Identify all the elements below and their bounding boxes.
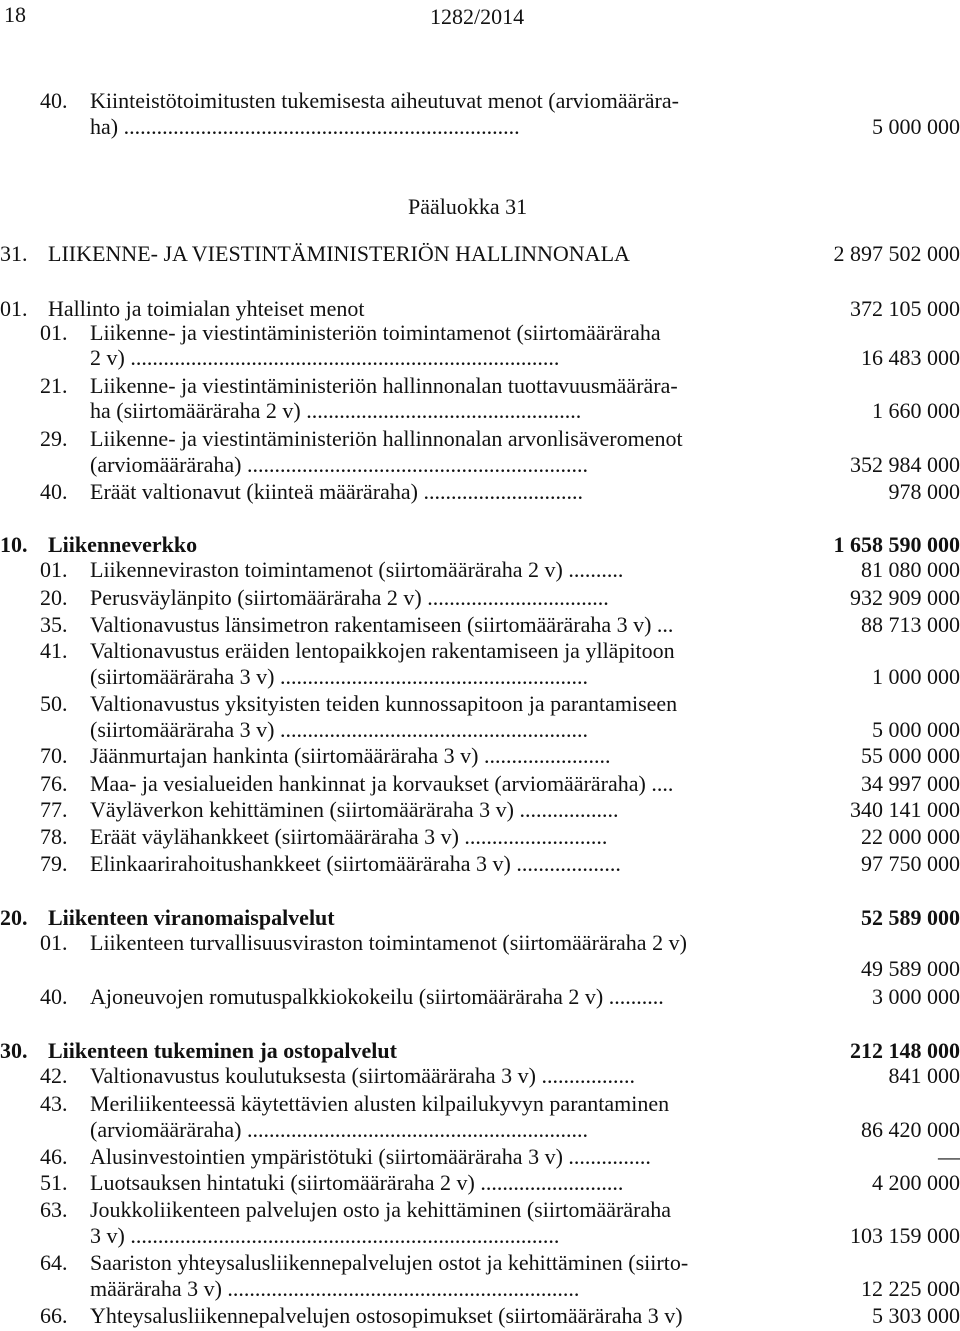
item-text-line1: Joukkoliikenteen palvelujen osto ja kehittäminen (siirtomääräraha <box>90 1197 671 1222</box>
item-text-line2: 2 v) .............................................................................. <box>90 345 560 370</box>
item-text-line1: Liikenne- ja viestintäministeriön hallinnonalan arvonlisäveromenot <box>90 426 683 451</box>
section-number: 01. <box>0 296 28 321</box>
section-amount: 52 589 000 <box>861 905 960 930</box>
item-amount: 49 589 000 <box>861 956 960 981</box>
item-text-line1: Jäänmurtajan hankinta (siirtomääräraha 3 v) ....................... <box>90 743 611 768</box>
item-amount: 5 000 000 <box>872 114 960 139</box>
item-text-line1: Liikenne- ja viestintäministeriön toimintamenot (siirtomääräraha <box>90 320 661 345</box>
item-number: 76. <box>40 771 68 796</box>
item-number: 41. <box>40 638 68 663</box>
main-class-number: 31. <box>0 241 28 266</box>
item-number: 01. <box>40 320 68 345</box>
item-text-line1: Liikenneviraston toimintamenot (siirtomääräraha 2 v) .......... <box>90 557 624 582</box>
item-amount: 103 159 000 <box>850 1223 960 1248</box>
main-class-label: LIIKENNE- JA VIESTINTÄMINISTERIÖN HALLINNONALA <box>48 241 630 266</box>
section-label: Liikenteen viranomaispalvelut <box>48 905 335 930</box>
item-amount: 978 000 <box>888 479 960 504</box>
item-text-line2: ha) ........................................................................ <box>90 114 520 139</box>
section-number: 10. <box>0 532 28 557</box>
item-text-line1: Eräät valtionavut (kiinteä määräraha) ............................. <box>90 479 583 504</box>
section-label: Liikenneverkko <box>48 532 198 557</box>
main-class-title: Pääluokka 31 <box>408 194 528 219</box>
item-text-line1: Valtionavustus yksityisten teiden kunnossapitoon ja parantamiseen <box>90 691 678 716</box>
item-amount: 4 200 000 <box>872 1170 960 1195</box>
item-number: 20. <box>40 585 68 610</box>
section-amount: 1 658 590 000 <box>833 532 960 557</box>
item-number: 50. <box>40 691 68 716</box>
item-text-line1: Maa- ja vesialueiden hankinnat ja korvaukset (arviomääräraha) .... <box>90 771 674 796</box>
item-number: 40. <box>40 984 68 1009</box>
section-label: Hallinto ja toimialan yhteiset menot <box>48 296 365 321</box>
section-amount: 372 105 000 <box>850 296 960 321</box>
item-text-line2: ha (siirtomääräraha 2 v) .................................................. <box>90 398 582 423</box>
item-amount: 22 000 000 <box>861 824 960 849</box>
item-number: 01. <box>40 557 68 582</box>
item-number: 64. <box>40 1250 68 1275</box>
item-text-line1: Valtionavustus koulutuksesta (siirtomääräraha 3 v) ................. <box>90 1063 636 1088</box>
item-text-line1: Meriliikenteessä käytettävien alusten kilpailukyvyn parantaminen <box>90 1091 670 1116</box>
item-amount: 5 303 000 <box>872 1303 960 1328</box>
item-amount: — <box>938 1144 960 1169</box>
item-text-line1: Elinkaarirahoitushankkeet (siirtomääräraha 3 v) ................... <box>90 851 621 876</box>
page-number: 18 <box>4 2 26 27</box>
item-text-line2: määräraha 3 v) ................................................................ <box>90 1276 580 1301</box>
section-number: 20. <box>0 905 28 930</box>
item-number: 70. <box>40 743 68 768</box>
main-class-amount: 2 897 502 000 <box>833 241 960 266</box>
item-text-line1: Yhteysalusliikennepalvelujen ostosopimukset (siirtomääräraha 3 v) <box>90 1303 683 1328</box>
item-text-line1: Ajoneuvojen romutuspalkkiokokeilu (siirtomääräraha 2 v) .......... <box>90 984 664 1009</box>
item-text-line1: Alusinvestointien ympäristötuki (siirtomääräraha 3 v) ............... <box>90 1144 651 1169</box>
item-number: 77. <box>40 797 68 822</box>
item-amount: 841 000 <box>888 1063 960 1088</box>
item-text-line2: (arviomääräraha) .............................................................. <box>90 452 588 477</box>
item-number: 63. <box>40 1197 68 1222</box>
item-number: 79. <box>40 851 68 876</box>
item-amount: 55 000 000 <box>861 743 960 768</box>
item-number: 40. <box>40 88 68 113</box>
item-text-line1: Perusväylänpito (siirtomääräraha 2 v) ................................. <box>90 585 609 610</box>
item-number: 35. <box>40 612 68 637</box>
section-number: 30. <box>0 1038 28 1063</box>
item-number: 43. <box>40 1091 68 1116</box>
item-amount: 12 225 000 <box>861 1276 960 1301</box>
item-amount: 352 984 000 <box>850 452 960 477</box>
document-reference: 1282/2014 <box>430 4 525 29</box>
item-text-line1: Väyläverkon kehittäminen (siirtomääräraha 3 v) .................. <box>90 797 619 822</box>
item-text-line1: Luotsauksen hintatuki (siirtomääräraha 2 v) .......................... <box>90 1170 624 1195</box>
item-number: 40. <box>40 479 68 504</box>
item-text-line2: (siirtomääräraha 3 v) ........................................................ <box>90 717 588 742</box>
item-amount: 1 660 000 <box>872 398 960 423</box>
item-number: 21. <box>40 373 68 398</box>
item-amount: 86 420 000 <box>861 1117 960 1142</box>
item-amount: 16 483 000 <box>861 345 960 370</box>
item-amount: 34 997 000 <box>861 771 960 796</box>
item-amount: 5 000 000 <box>872 717 960 742</box>
item-number: 51. <box>40 1170 68 1195</box>
item-number: 46. <box>40 1144 68 1169</box>
item-text-line1: Eräät väylähankkeet (siirtomääräraha 3 v) .......................... <box>90 824 608 849</box>
section-label: Liikenteen tukeminen ja ostopalvelut <box>48 1038 397 1063</box>
item-text-line2: (arviomääräraha) .............................................................. <box>90 1117 588 1142</box>
item-text-line2: (siirtomääräraha 3 v) ........................................................ <box>90 664 588 689</box>
item-number: 29. <box>40 426 68 451</box>
item-amount: 88 713 000 <box>861 612 960 637</box>
item-amount: 1 000 000 <box>872 664 960 689</box>
item-text-line1: Valtionavustus eräiden lentopaikkojen rakentamiseen ja ylläpitoon <box>90 638 675 663</box>
item-amount: 3 000 000 <box>872 984 960 1009</box>
item-amount: 81 080 000 <box>861 557 960 582</box>
item-text-line1: Liikenne- ja viestintäministeriön hallinnonalan tuottavuusmäärära- <box>90 373 678 398</box>
item-amount: 932 909 000 <box>850 585 960 610</box>
item-text-line1: Kiinteistötoimitusten tukemisesta aiheutuvat menot (arviomäärära- <box>90 88 679 113</box>
item-amount: 97 750 000 <box>861 851 960 876</box>
item-number: 66. <box>40 1303 68 1328</box>
item-text-line1: Liikenteen turvallisuusviraston toimintamenot (siirtomääräraha 2 v) <box>90 930 687 955</box>
section-amount: 212 148 000 <box>850 1038 960 1063</box>
item-text-line2: 3 v) .............................................................................. <box>90 1223 560 1248</box>
item-number: 01. <box>40 930 68 955</box>
item-text-line1: Saariston yhteysalusliikennepalvelujen ostot ja kehittäminen (siirto- <box>90 1250 689 1275</box>
item-number: 42. <box>40 1063 68 1088</box>
item-number: 78. <box>40 824 68 849</box>
item-text-line1: Valtionavustus länsimetron rakentamiseen (siirtomääräraha 3 v) ... <box>90 612 674 637</box>
item-amount: 340 141 000 <box>850 797 960 822</box>
